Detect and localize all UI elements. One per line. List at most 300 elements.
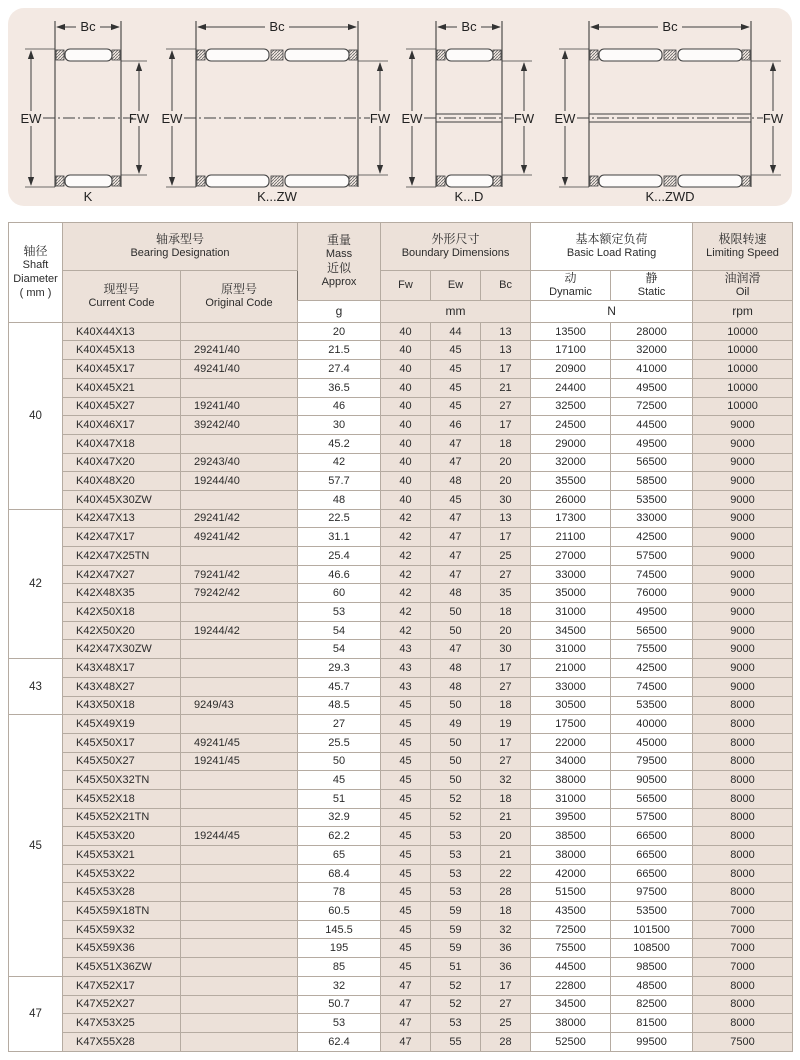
table-cell: 53500 bbox=[611, 696, 693, 715]
table-cell: 39500 bbox=[531, 808, 611, 827]
hatch-block bbox=[437, 50, 445, 60]
table-cell: 29241/40 bbox=[181, 341, 298, 360]
table-cell: 20 bbox=[481, 827, 531, 846]
table-cell: 32 bbox=[481, 771, 531, 790]
table-body bbox=[9, 322, 793, 1051]
table-cell: 43 bbox=[381, 640, 431, 659]
table-cell: 40 bbox=[381, 322, 431, 341]
table-row bbox=[9, 677, 793, 696]
table-cell: 74500 bbox=[611, 677, 693, 696]
table-cell: 31000 bbox=[531, 640, 611, 659]
table-cell: K45X50X32TN bbox=[63, 771, 181, 790]
table-cell: 101500 bbox=[611, 920, 693, 939]
table-cell: 34500 bbox=[531, 995, 611, 1014]
table-cell: 45 bbox=[431, 341, 481, 360]
table-row bbox=[9, 341, 793, 360]
table-cell: 34000 bbox=[531, 752, 611, 771]
table-cell: 7000 bbox=[693, 920, 793, 939]
table-cell: 47 bbox=[431, 434, 481, 453]
table-cell: 30 bbox=[298, 416, 381, 435]
table-cell: 58500 bbox=[611, 472, 693, 491]
table-cell: 66500 bbox=[611, 846, 693, 865]
table-cell: 81500 bbox=[611, 1014, 693, 1033]
table-cell: 22.5 bbox=[298, 509, 381, 528]
table-cell: 48 bbox=[298, 490, 381, 509]
table-cell: 17500 bbox=[531, 715, 611, 734]
table-row bbox=[9, 416, 793, 435]
table-cell: 47 bbox=[381, 976, 431, 995]
table-cell bbox=[181, 378, 298, 397]
table-cell: 45 bbox=[381, 846, 431, 865]
table-cell: 25 bbox=[481, 1014, 531, 1033]
table-cell: 47 bbox=[431, 528, 481, 547]
table-cell: 20 bbox=[481, 453, 531, 472]
table-cell: K45X53X20 bbox=[63, 827, 181, 846]
needle-roller bbox=[599, 49, 662, 61]
table-cell: 47 bbox=[431, 640, 481, 659]
needle-roller bbox=[446, 175, 493, 187]
table-cell: 48.5 bbox=[298, 696, 381, 715]
table-cell: 42500 bbox=[611, 528, 693, 547]
table-cell: 27 bbox=[481, 677, 531, 696]
hatch-block bbox=[664, 176, 676, 186]
ew-label: EW bbox=[554, 111, 576, 126]
table-cell: 42 bbox=[381, 509, 431, 528]
table-cell bbox=[181, 715, 298, 734]
table-cell bbox=[181, 976, 298, 995]
table-cell: 9000 bbox=[693, 472, 793, 491]
table-cell: 44500 bbox=[531, 958, 611, 977]
table-cell: 49500 bbox=[611, 378, 693, 397]
unit-grams: g bbox=[298, 300, 381, 322]
table-cell: 45 bbox=[381, 883, 431, 902]
needle-roller bbox=[206, 175, 269, 187]
table-cell: 52500 bbox=[531, 1032, 611, 1051]
bc-label: Bc bbox=[269, 19, 285, 34]
header-mass: 重量 Mass 近似 Approx bbox=[298, 223, 381, 301]
diagram-label-k: K bbox=[83, 189, 93, 203]
table-row bbox=[9, 827, 793, 846]
table-cell: 32500 bbox=[531, 397, 611, 416]
table-cell: 35000 bbox=[531, 584, 611, 603]
table-cell: 66500 bbox=[611, 864, 693, 883]
table-row bbox=[9, 696, 793, 715]
table-row bbox=[9, 789, 793, 808]
table-cell: 45 bbox=[381, 902, 431, 921]
table-cell: 45 bbox=[381, 733, 431, 752]
ew-label: EW bbox=[161, 111, 183, 126]
table-row bbox=[9, 360, 793, 379]
table-cell: 68.4 bbox=[298, 864, 381, 883]
table-cell: 9000 bbox=[693, 490, 793, 509]
table-cell: 47 bbox=[431, 547, 481, 566]
table-cell: 47 bbox=[431, 565, 481, 584]
table-cell: 19 bbox=[481, 715, 531, 734]
table-cell: 17 bbox=[481, 976, 531, 995]
table-cell: 9000 bbox=[693, 640, 793, 659]
table-cell: 42 bbox=[381, 603, 431, 622]
table-cell: 75500 bbox=[531, 939, 611, 958]
table-row bbox=[9, 584, 793, 603]
table-cell: 9000 bbox=[693, 677, 793, 696]
table-cell: 45 bbox=[431, 360, 481, 379]
needle-roller bbox=[285, 49, 349, 61]
table-cell: 26000 bbox=[531, 490, 611, 509]
table-cell: 57500 bbox=[611, 808, 693, 827]
table-cell: K40X48X20 bbox=[63, 472, 181, 491]
hatch-block bbox=[271, 176, 283, 186]
table-cell: 32 bbox=[298, 976, 381, 995]
table-cell: 90500 bbox=[611, 771, 693, 790]
table-cell: 9000 bbox=[693, 416, 793, 435]
table-cell: 8000 bbox=[693, 976, 793, 995]
table-cell: 18 bbox=[481, 434, 531, 453]
table-cell: 42000 bbox=[531, 864, 611, 883]
table-cell: 27000 bbox=[531, 547, 611, 566]
table-cell: K42X47X27 bbox=[63, 565, 181, 584]
table-cell: 50 bbox=[431, 621, 481, 640]
table-cell: 51 bbox=[431, 958, 481, 977]
table-cell: 21100 bbox=[531, 528, 611, 547]
table-cell: 9000 bbox=[693, 584, 793, 603]
table-cell: K45X49X19 bbox=[63, 715, 181, 734]
diagram-k-zw bbox=[154, 11, 394, 203]
table-cell: 51 bbox=[298, 789, 381, 808]
table-cell: 48500 bbox=[611, 976, 693, 995]
table-cell: 17100 bbox=[531, 341, 611, 360]
hatch-block bbox=[197, 176, 205, 186]
table-cell: 59 bbox=[431, 939, 481, 958]
table-row bbox=[9, 528, 793, 547]
table-cell bbox=[181, 883, 298, 902]
bearing-spec-table bbox=[8, 222, 793, 1052]
table-cell: K45X50X27 bbox=[63, 752, 181, 771]
table-cell: 36.5 bbox=[298, 378, 381, 397]
table-cell: K45X53X28 bbox=[63, 883, 181, 902]
table-cell: 53 bbox=[431, 846, 481, 865]
hatch-block bbox=[742, 176, 750, 186]
table-cell: K40X45X27 bbox=[63, 397, 181, 416]
table-cell: 18 bbox=[481, 789, 531, 808]
table-cell: 42 bbox=[298, 453, 381, 472]
table-cell: 32000 bbox=[611, 341, 693, 360]
bc-label: Bc bbox=[662, 19, 678, 34]
table-cell: 50 bbox=[298, 752, 381, 771]
table-cell: 60.5 bbox=[298, 902, 381, 921]
table-cell: 42500 bbox=[611, 659, 693, 678]
table-cell: 55 bbox=[431, 1032, 481, 1051]
bearing-spec-table-wrap bbox=[8, 222, 793, 1052]
table-cell: 10000 bbox=[693, 378, 793, 397]
table-cell: 50 bbox=[431, 771, 481, 790]
shaft-diameter-cell: 43 bbox=[9, 659, 63, 715]
hatch-block bbox=[56, 50, 64, 60]
table-cell: 49241/45 bbox=[181, 733, 298, 752]
table-cell: 17 bbox=[481, 733, 531, 752]
table-cell: 8000 bbox=[693, 789, 793, 808]
table-cell: 50 bbox=[431, 696, 481, 715]
table-cell: 53 bbox=[431, 864, 481, 883]
diagram-label-k-d: K...D bbox=[454, 189, 484, 203]
needle-roller bbox=[285, 175, 349, 187]
table-cell: 79241/42 bbox=[181, 565, 298, 584]
table-cell: 8000 bbox=[693, 752, 793, 771]
table-cell: 74500 bbox=[611, 565, 693, 584]
table-cell: 53 bbox=[431, 883, 481, 902]
header-boundary-dimensions: 外形尺寸 Boundary Dimensions bbox=[381, 223, 531, 271]
table-cell: 30500 bbox=[531, 696, 611, 715]
table-cell: 52 bbox=[431, 995, 481, 1014]
table-cell: 19241/45 bbox=[181, 752, 298, 771]
table-cell: 13 bbox=[481, 341, 531, 360]
ew-label: EW bbox=[401, 111, 423, 126]
table-cell: 25.4 bbox=[298, 547, 381, 566]
table-cell: 145.5 bbox=[298, 920, 381, 939]
table-cell: K45X52X21TN bbox=[63, 808, 181, 827]
table-cell: 32000 bbox=[531, 453, 611, 472]
table-cell: 22 bbox=[481, 864, 531, 883]
table-cell: 49241/42 bbox=[181, 528, 298, 547]
table-cell: 28 bbox=[481, 883, 531, 902]
header-basic-load-rating: 基本额定负荷 Basic Load Rating bbox=[531, 223, 693, 271]
table-cell bbox=[181, 958, 298, 977]
table-cell: 41000 bbox=[611, 360, 693, 379]
table-cell: 33000 bbox=[531, 677, 611, 696]
table-cell: K45X52X18 bbox=[63, 789, 181, 808]
needle-roller bbox=[599, 175, 662, 187]
table-cell: 65 bbox=[298, 846, 381, 865]
bc-label: Bc bbox=[80, 19, 96, 34]
table-cell: 47 bbox=[381, 1014, 431, 1033]
table-cell: 62.4 bbox=[298, 1032, 381, 1051]
needle-roller bbox=[65, 49, 112, 61]
table-cell: K42X47X13 bbox=[63, 509, 181, 528]
table-cell: 29.3 bbox=[298, 659, 381, 678]
table-row bbox=[9, 565, 793, 584]
table-cell: 18 bbox=[481, 902, 531, 921]
table-cell: 56500 bbox=[611, 453, 693, 472]
table-cell: 21.5 bbox=[298, 341, 381, 360]
hatch-block bbox=[664, 50, 676, 60]
table-cell: K42X47X17 bbox=[63, 528, 181, 547]
table-cell: 24500 bbox=[531, 416, 611, 435]
table-cell: K42X48X35 bbox=[63, 584, 181, 603]
shaft-diameter-cell: 47 bbox=[9, 976, 63, 1051]
table-row bbox=[9, 547, 793, 566]
table-cell bbox=[181, 490, 298, 509]
table-cell bbox=[181, 808, 298, 827]
table-header bbox=[9, 223, 793, 323]
shaft-diameter-cell: 42 bbox=[9, 509, 63, 659]
table-cell: K42X50X20 bbox=[63, 621, 181, 640]
hatch-block bbox=[493, 176, 501, 186]
needle-roller bbox=[678, 49, 742, 61]
table-cell: 49241/40 bbox=[181, 360, 298, 379]
table-cell: 48 bbox=[431, 584, 481, 603]
table-cell: 19241/40 bbox=[181, 397, 298, 416]
table-cell: 10000 bbox=[693, 360, 793, 379]
table-cell: 46.6 bbox=[298, 565, 381, 584]
table-cell: 57.7 bbox=[298, 472, 381, 491]
table-cell bbox=[181, 677, 298, 696]
table-cell: K40X46X17 bbox=[63, 416, 181, 435]
table-cell: 38000 bbox=[531, 846, 611, 865]
table-cell: 8000 bbox=[693, 808, 793, 827]
table-row bbox=[9, 715, 793, 734]
hatch-block bbox=[197, 50, 205, 60]
table-cell: K40X45X30ZW bbox=[63, 490, 181, 509]
table-cell: 30 bbox=[481, 490, 531, 509]
table-cell: 60 bbox=[298, 584, 381, 603]
table-cell: K45X59X36 bbox=[63, 939, 181, 958]
table-cell bbox=[181, 603, 298, 622]
hatch-block bbox=[590, 176, 598, 186]
table-cell: 51500 bbox=[531, 883, 611, 902]
table-cell: 40 bbox=[381, 416, 431, 435]
table-cell: 49500 bbox=[611, 434, 693, 453]
table-row bbox=[9, 434, 793, 453]
table-cell: 8000 bbox=[693, 883, 793, 902]
table-row bbox=[9, 976, 793, 995]
ew-label: EW bbox=[20, 111, 42, 126]
table-row bbox=[9, 490, 793, 509]
table-row bbox=[9, 808, 793, 827]
table-cell: 40000 bbox=[611, 715, 693, 734]
table-cell: 7500 bbox=[693, 1032, 793, 1051]
header-shaft-diameter: 轴径 Shaft Diameter ( mm ) bbox=[9, 223, 63, 323]
table-row bbox=[9, 509, 793, 528]
table-row bbox=[9, 378, 793, 397]
table-cell: 13 bbox=[481, 322, 531, 341]
table-cell: 21 bbox=[481, 808, 531, 827]
fw-label: FW bbox=[763, 111, 784, 126]
table-cell: 38000 bbox=[531, 1014, 611, 1033]
table-cell: 75500 bbox=[611, 640, 693, 659]
table-cell: 27 bbox=[481, 397, 531, 416]
table-cell: 48 bbox=[431, 677, 481, 696]
table-cell: 9000 bbox=[693, 453, 793, 472]
table-cell: 50 bbox=[431, 733, 481, 752]
table-cell bbox=[181, 659, 298, 678]
table-cell: K45X51X36ZW bbox=[63, 958, 181, 977]
hatch-block bbox=[112, 50, 120, 60]
table-row bbox=[9, 733, 793, 752]
table-cell: 46 bbox=[298, 397, 381, 416]
header-dynamic: 动 Dynamic bbox=[531, 271, 611, 301]
table-cell: 8000 bbox=[693, 1014, 793, 1033]
table-cell: 40 bbox=[381, 360, 431, 379]
table-cell: 25.5 bbox=[298, 733, 381, 752]
table-row bbox=[9, 397, 793, 416]
table-cell bbox=[181, 864, 298, 883]
table-cell bbox=[181, 547, 298, 566]
table-cell: 9000 bbox=[693, 509, 793, 528]
table-cell: 99500 bbox=[611, 1032, 693, 1051]
table-cell: 7000 bbox=[693, 902, 793, 921]
table-cell: 30 bbox=[481, 640, 531, 659]
table-cell: 43 bbox=[381, 677, 431, 696]
table-cell: 42 bbox=[381, 584, 431, 603]
header-current-code: 现型号 Current Code bbox=[63, 271, 181, 323]
table-cell: 28000 bbox=[611, 322, 693, 341]
header-bc: Bc bbox=[481, 271, 531, 301]
table-cell: 50 bbox=[431, 752, 481, 771]
table-cell: 9000 bbox=[693, 528, 793, 547]
table-cell: 9000 bbox=[693, 621, 793, 640]
table-cell: 47 bbox=[431, 509, 481, 528]
table-cell: 8000 bbox=[693, 733, 793, 752]
table-cell: 18 bbox=[481, 696, 531, 715]
table-cell: 27 bbox=[481, 565, 531, 584]
table-cell: 40 bbox=[381, 453, 431, 472]
table-cell: 42 bbox=[381, 528, 431, 547]
table-cell: 45 bbox=[381, 771, 431, 790]
table-cell: 45.7 bbox=[298, 677, 381, 696]
table-cell: 38500 bbox=[531, 827, 611, 846]
table-cell: 21 bbox=[481, 846, 531, 865]
hatch-block bbox=[271, 50, 283, 60]
table-cell: K42X47X30ZW bbox=[63, 640, 181, 659]
table-cell: K45X59X18TN bbox=[63, 902, 181, 921]
table-cell: K47X53X25 bbox=[63, 1014, 181, 1033]
table-cell: 40 bbox=[381, 434, 431, 453]
table-cell: 40 bbox=[381, 490, 431, 509]
table-cell bbox=[181, 789, 298, 808]
table-cell bbox=[181, 640, 298, 659]
table-cell: 40 bbox=[381, 341, 431, 360]
diagram-k-d bbox=[396, 11, 546, 203]
table-row bbox=[9, 659, 793, 678]
table-cell: 19244/45 bbox=[181, 827, 298, 846]
table-row bbox=[9, 453, 793, 472]
table-cell: 20 bbox=[298, 322, 381, 341]
table-cell: 17 bbox=[481, 416, 531, 435]
table-cell: K45X50X17 bbox=[63, 733, 181, 752]
table-cell: 25 bbox=[481, 547, 531, 566]
table-cell: 45 bbox=[381, 939, 431, 958]
table-cell: K45X59X32 bbox=[63, 920, 181, 939]
table-cell: 53 bbox=[431, 1014, 481, 1033]
table-cell: 57500 bbox=[611, 547, 693, 566]
table-cell: 31000 bbox=[531, 789, 611, 808]
table-cell bbox=[181, 771, 298, 790]
diagram-k bbox=[13, 11, 153, 203]
table-cell: 9000 bbox=[693, 659, 793, 678]
table-cell: 22800 bbox=[531, 976, 611, 995]
table-cell: 9000 bbox=[693, 565, 793, 584]
table-cell: 8000 bbox=[693, 864, 793, 883]
header-limiting-speed: 极限转速 Limiting Speed bbox=[693, 223, 793, 271]
table-cell: 13 bbox=[481, 509, 531, 528]
needle-roller bbox=[678, 175, 742, 187]
table-cell bbox=[181, 939, 298, 958]
header-static: 静 Static bbox=[611, 271, 693, 301]
table-cell: 19244/42 bbox=[181, 621, 298, 640]
table-cell: 8000 bbox=[693, 995, 793, 1014]
table-cell: 20 bbox=[481, 472, 531, 491]
table-cell: 79242/42 bbox=[181, 584, 298, 603]
hatch-block bbox=[437, 176, 445, 186]
table-cell: K40X45X21 bbox=[63, 378, 181, 397]
table-cell: 20900 bbox=[531, 360, 611, 379]
table-row bbox=[9, 603, 793, 622]
table-cell: 52 bbox=[431, 976, 481, 995]
table-cell: 54 bbox=[298, 621, 381, 640]
table-cell: 47 bbox=[381, 995, 431, 1014]
table-cell: 42 bbox=[381, 621, 431, 640]
table-cell: 52 bbox=[431, 808, 481, 827]
needle-roller bbox=[206, 49, 269, 61]
